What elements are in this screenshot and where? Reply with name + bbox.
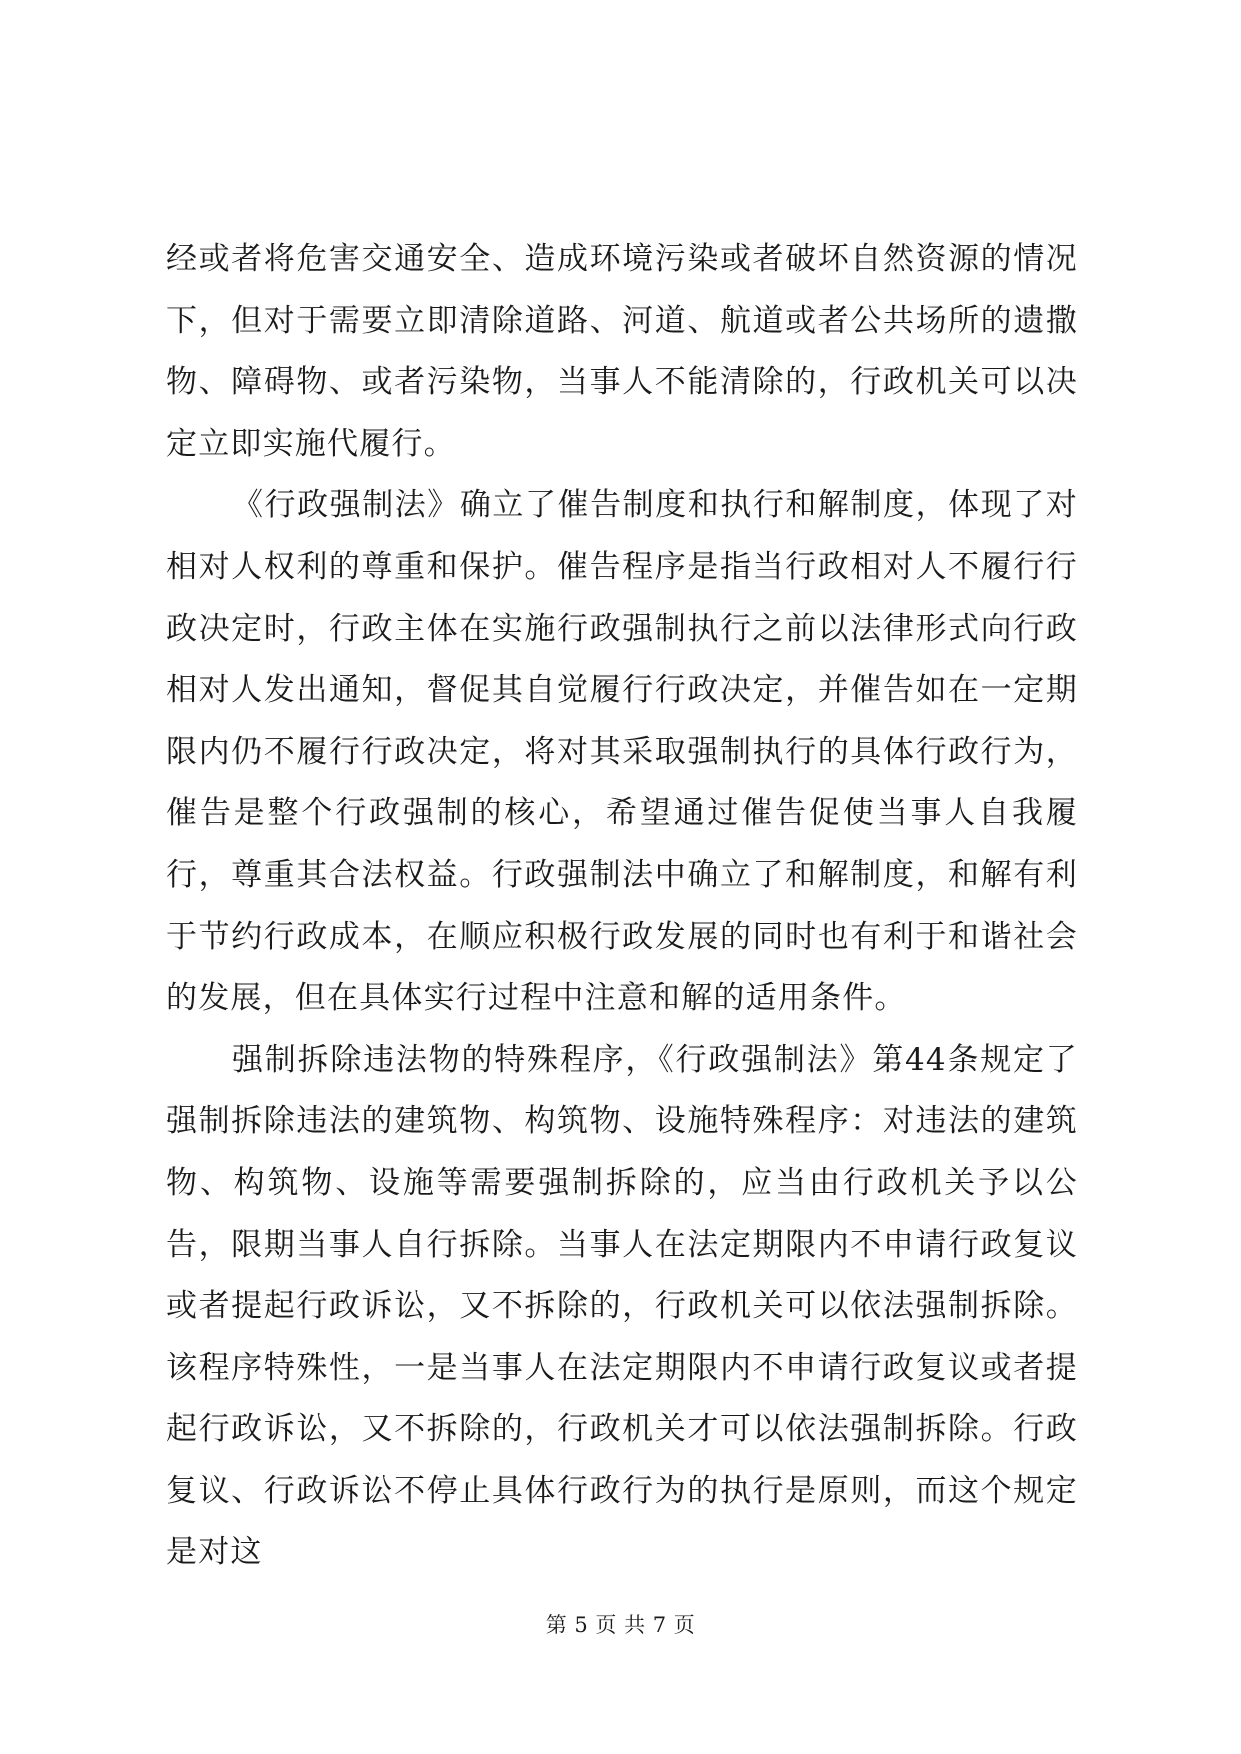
page-footer: 第 5 页 共 7 页 xyxy=(545,1613,696,1637)
paragraph-2: 《行政强制法》确立了催告制度和执行和解制度，体现了对相对人权利的尊重和保护。催告程序是指当行政相对人不履行行政决定时，行政主体在实施行政强制执行之前以法律形式向行政相对人发出通知，督促其自觉履行行政决定，并催告如在一定期限内仍不履行行政决定，将对其采取强制执行的具体行政行为，催告是整个行政强制的核心，希望通过催告促使当事人自我履行，尊重其合法权益。行政强制法中确立了和解制度，和解有利于节约行政成本，在顺应积极行政发展的同时也有利于和谐社会的发展，但在具体实行过程中注意和解的适用条件。 xyxy=(166,487,1078,1017)
body-text xyxy=(166,229,1078,1584)
paragraph-3: 强制拆除违法物的特殊程序，《行政强制法》第44条规定了强制拆除违法的建筑物、构筑物、设施特殊程序：对违法的建筑物、构筑物、设施等需要强制拆除的，应当由行政机关予以公告，限期当事人自行拆除。当事人在法定期限内不申请行政复议或者提起行政诉讼，又不拆除的，行政机关可以依法强制拆除。该程序特殊性，一是当事人在法定期限内不申请行政复议或者提起行政诉讼，又不拆除的，行政机关才可以依法强制拆除。行政复议、行政诉讼不停止具体行政行为的执行是原则，而这个规定是对这 xyxy=(166,1041,1078,1571)
paragraph-1: 经或者将危害交通安全、造成环境污染或者破坏自然资源的情况下，但对于需要立即清除道路、河道、航道或者公共场所的遗撒物、障碍物、或者污染物，当事人不能清除的，行政机关可以决定立即实施代履行。 xyxy=(166,241,1078,462)
